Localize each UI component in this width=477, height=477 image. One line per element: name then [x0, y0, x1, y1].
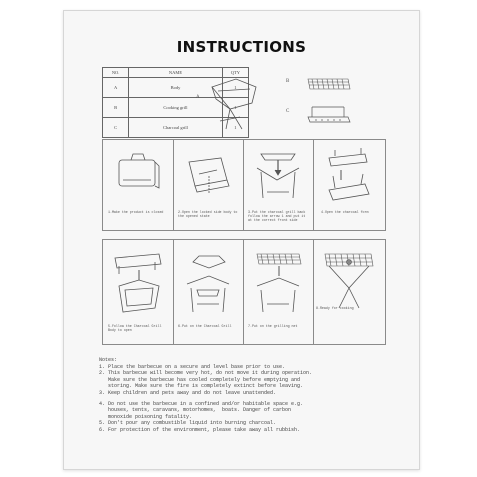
row-name: Body [129, 78, 222, 98]
charcoal-grill-illustration [304, 105, 354, 125]
notes-section [99, 357, 399, 434]
step-5-panel [103, 240, 174, 344]
note-line: houses, tents, caravans, motorhomes, boats. Danger of carbon [99, 407, 292, 414]
note-line: 4. Do not use the barbecue in a confined and/or habitable space e.g. [99, 400, 304, 407]
step-7-panel [243, 240, 314, 344]
step-1-panel [103, 140, 174, 230]
row-qty: 1 [222, 98, 248, 118]
grilling-net-illustration [249, 246, 307, 318]
step-6-caption: 6.Put on the Charcoal Grill [178, 324, 232, 328]
step-1-caption: 1.Make the product is closed [108, 210, 164, 214]
row-name: Cooking grill [129, 98, 222, 118]
insert-charcoal-grill-illustration [251, 148, 305, 204]
steps-row-2 [102, 239, 386, 345]
part-label-a: A [196, 95, 200, 100]
note-line: 6. For protection of the environment, please take away all rubbish. [99, 426, 301, 433]
header-qty: QTY [222, 68, 248, 78]
note-line: storing. Make sure the fire is completely extinct before leaving. [99, 383, 304, 390]
steps-row-1 [102, 139, 386, 231]
row-no: A [103, 78, 129, 98]
note-line: 2. This barbecue will become very hot, do not move it during operation. [99, 370, 313, 377]
part-label-b: B [286, 79, 290, 84]
charcoal-grill-placed-illustration [179, 246, 237, 318]
notes-heading: Notes: [99, 357, 118, 363]
closed-grill-illustration [113, 150, 163, 200]
header-no: NO. [103, 68, 129, 78]
note-line: 5. Don't pour any combustible liquid into burning charcoal. [99, 420, 277, 427]
row-qty: 1 [222, 78, 248, 98]
part-label-c: C [286, 109, 290, 114]
step-6-panel [173, 240, 244, 344]
step-5-caption: 5.Follow the Charcoal Grill Body to open [108, 324, 162, 332]
note-line: monoxide poisoning fatality. [99, 413, 193, 420]
open-side-illustration [183, 150, 233, 200]
header-name: NAME [129, 68, 222, 78]
step-3-panel [243, 140, 314, 230]
row-no: B [103, 98, 129, 118]
charcoal-form-illustration [321, 146, 377, 206]
body-illustration [206, 73, 266, 133]
step-8-caption: 8.Ready for cooking [316, 306, 354, 310]
note-line: 1. Place the barbecue on a secure and level base prior to use. [99, 363, 286, 370]
step-2-panel [173, 140, 244, 230]
row-name: Charcoal grill [129, 118, 222, 138]
instruction-sheet [63, 10, 420, 470]
step-7-caption: 7.Put on the grilling net [248, 324, 298, 328]
step-3-caption: 3.Put the charcoal grill back follow the arrow 1 and put it at the correct front side [248, 210, 306, 222]
open-body-illustration [109, 246, 167, 318]
page-title: INSTRUCTIONS [176, 38, 307, 56]
note-line: Make sure the barbecue has cooled completely before emptying and [99, 376, 301, 383]
step-2-caption: 2.Open the locked side body to the opened state [178, 210, 238, 218]
step-8-panel [313, 240, 385, 344]
step-4-caption: 4.Open the charcoal form [321, 210, 369, 214]
ready-grill-illustration [319, 244, 379, 312]
row-qty: 1 [222, 118, 248, 138]
row-no: C [103, 118, 129, 138]
step-4-panel [313, 140, 385, 230]
cooking-grill-illustration [304, 75, 354, 95]
note-line: 3. Keep children and pets away and do not leave unattended. [99, 389, 277, 396]
